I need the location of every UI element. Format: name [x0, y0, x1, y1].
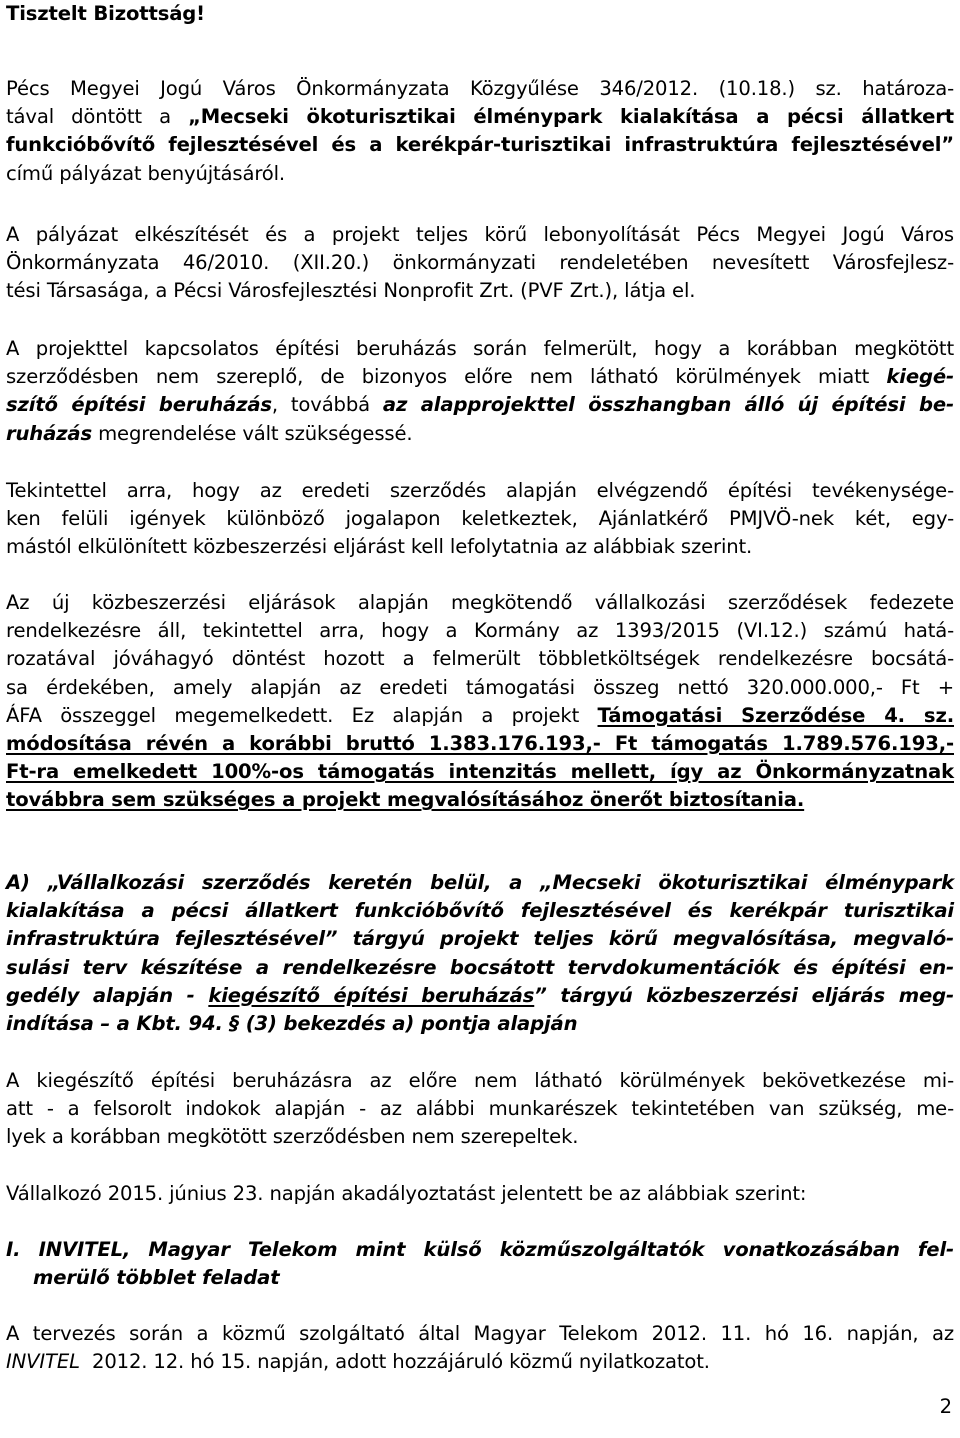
paragraph-unforeseen	[6, 1067, 954, 1152]
paragraph-implementation	[6, 221, 954, 306]
heading-line: indítása – a Kbt. 94. § (3) bekezdés a) pontja alapján	[6, 1012, 578, 1036]
section-a-heading	[6, 869, 954, 1038]
paragraph-resolution	[6, 75, 954, 188]
text-line: rozatával jóváhagyó döntést hozott a felmerült többletköltségek rendelkezésre bocsátá-	[6, 647, 954, 671]
project-title-bold: funkcióbővítő fejlesztésével és a kerékpár-turisztikai infrastruktúra fejlesztésével”	[6, 133, 954, 157]
project-title-bold: „Mecseki ökoturisztikai élménypark kialakítása a pécsi állatkert	[188, 105, 954, 129]
text-line: című pályázat benyújtásáról.	[6, 161, 286, 185]
text-span: , továbbá	[271, 393, 383, 417]
text-span: szerződésben nem szereplő, de bizonyos előre nem látható körülmények miatt	[6, 365, 887, 389]
text-line: Vállalkozó 2015. június 23. napján akadályoztatást jelentett be az alábbiak szerint:	[6, 1182, 807, 1205]
text-line: mástól elkülönített közbeszerzési eljárást kell lefolytatnia az alábbiak szerint.	[6, 535, 753, 559]
text-line	[6, 702, 954, 730]
text-span: tával döntött a	[6, 105, 189, 129]
company-name-italic: INVITEL	[6, 1350, 80, 1374]
contract-highlight: Támogatási Szerződése 4. sz.	[597, 703, 954, 727]
text-line: A pályázat elkészítését és a projekt teljes körű lebonyolítását Pécs Megyei Jogú Város	[6, 223, 954, 246]
text-line	[6, 1348, 954, 1376]
text-span: megrendelése vált szükségessé.	[92, 421, 413, 445]
text-line: A kiegészítő építési beruházásra az előre nem látható körülmények bekövetkezése mi-	[6, 1069, 954, 1092]
text-span: ” tárgyú közbeszerzési eljárás meg-	[534, 983, 954, 1007]
greeting-text: Tisztelt Bizottság!	[6, 2, 205, 25]
text-line	[6, 103, 954, 131]
greeting	[6, 0, 954, 28]
text-line	[6, 420, 954, 448]
emphasis-bold-italic: kiegé-	[886, 365, 954, 389]
text-line: Pécs Megyei Jogú Város Önkormányzata Közgyűlése 346/2012. (10.18.) sz. határoza-	[6, 77, 954, 100]
text-line: tési Társasága, a Pécsi Városfejlesztési Nonprofit Zrt. (PVF Zrt.), látja el.	[6, 279, 696, 303]
heading-line: merülő többlet feladat	[33, 1266, 280, 1290]
text-line: Önkormányzata 46/2010. (XII.20.) önkormányzati rendeletében nevesített Városfejlesz-	[6, 251, 954, 275]
text-line: A projekttel kapcsolatos építési beruházás során felmerült, hogy a korábban megkötött	[6, 337, 954, 360]
paragraph-utility-consent	[6, 1320, 954, 1376]
text-line: A tervezés során a közmű szolgáltató által Magyar Telekom 2012. 11. hó 16. napján, az	[6, 1322, 954, 1345]
heading-line	[6, 982, 954, 1010]
text-span: gedély alapján -	[6, 983, 209, 1007]
text-line: sa érdekében, amely alapján az eredeti támogatási összeg nettó 320.000.000,- Ft +	[6, 675, 954, 699]
emphasis-bold-italic: az alapprojekttel összhangban álló új építési be-	[382, 393, 954, 417]
text-line: Az új közbeszerzési eljárások alapján megkötendő vállalkozási szerződések fedezete	[6, 591, 954, 614]
paragraph-additional-works	[6, 335, 954, 448]
text-span: ÁFA összeggel megemelkedett. Ez alapján a projekt	[6, 703, 598, 727]
underlined-term: kiegészítő építési beruházás	[208, 983, 535, 1007]
paragraph-funding	[6, 589, 954, 815]
heading-line: A) „Vállalkozási szerződés keretén belül, a „Mecseki ökoturisztikai élménypark	[6, 871, 954, 894]
heading-line: infrastruktúra fejlesztésével” tárgyú projekt teljes körű megvalósítása, megvaló-	[6, 927, 954, 951]
paragraph-legal-basis	[6, 477, 954, 562]
section-i-heading	[6, 1236, 954, 1292]
heading-line: kialakítása a pécsi állatkert funkcióbővítő fejlesztésével és kerékpár turisztikai	[6, 899, 954, 923]
text-line: att - a felsorolt indokok alapján - az alábbi munkarészek tekintetében van szükség, me-	[6, 1097, 954, 1121]
heading-line: I. INVITEL, Magyar Telekom mint külső közműszolgáltatók vonatkozásában fel-	[6, 1238, 954, 1261]
text-line: Tekintettel arra, hogy az eredeti szerződés alapján elvégzendő építési tevékenysége-	[6, 479, 954, 502]
contract-highlight: továbbra sem szükséges a projekt megvalósításához önerőt biztosítania.	[6, 788, 805, 812]
text-line: lyek a korábban megkötött szerződésben nem szerepeltek.	[6, 1125, 579, 1149]
emphasis-bold-italic: szítő építési beruházás	[6, 393, 272, 417]
paragraph-contractor-notice	[6, 1180, 954, 1208]
emphasis-bold-italic: ruházás	[6, 421, 93, 445]
text-span: 2012. 12. hó 15. napján, adott hozzájáruló közmű nyilatkozatot.	[79, 1350, 710, 1374]
heading-line: sulási terv készítése a rendelkezésre bocsátott tervdokumentációk és építési en-	[6, 955, 954, 979]
contract-highlight: módosítása révén a korábbi bruttó 1.383.176.193,- Ft támogatás 1.789.576.193,-	[6, 732, 954, 756]
contract-highlight: Ft-ra emelkedett 100%-os támogatás intenzitás mellett, így az Önkormányzatnak	[6, 760, 954, 784]
text-line: rendelkezésre áll, tekintettel arra, hogy a Kormány az 1393/2015 (VI.12.) számú hatá-	[6, 619, 954, 643]
text-line: ken felüli igények különböző jogalapon keletkeztek, Ajánlatkérő PMJVÖ-nek két, egy-	[6, 507, 954, 531]
page-number: 2	[939, 1395, 952, 1418]
text-line	[6, 391, 954, 419]
text-line	[6, 363, 954, 391]
